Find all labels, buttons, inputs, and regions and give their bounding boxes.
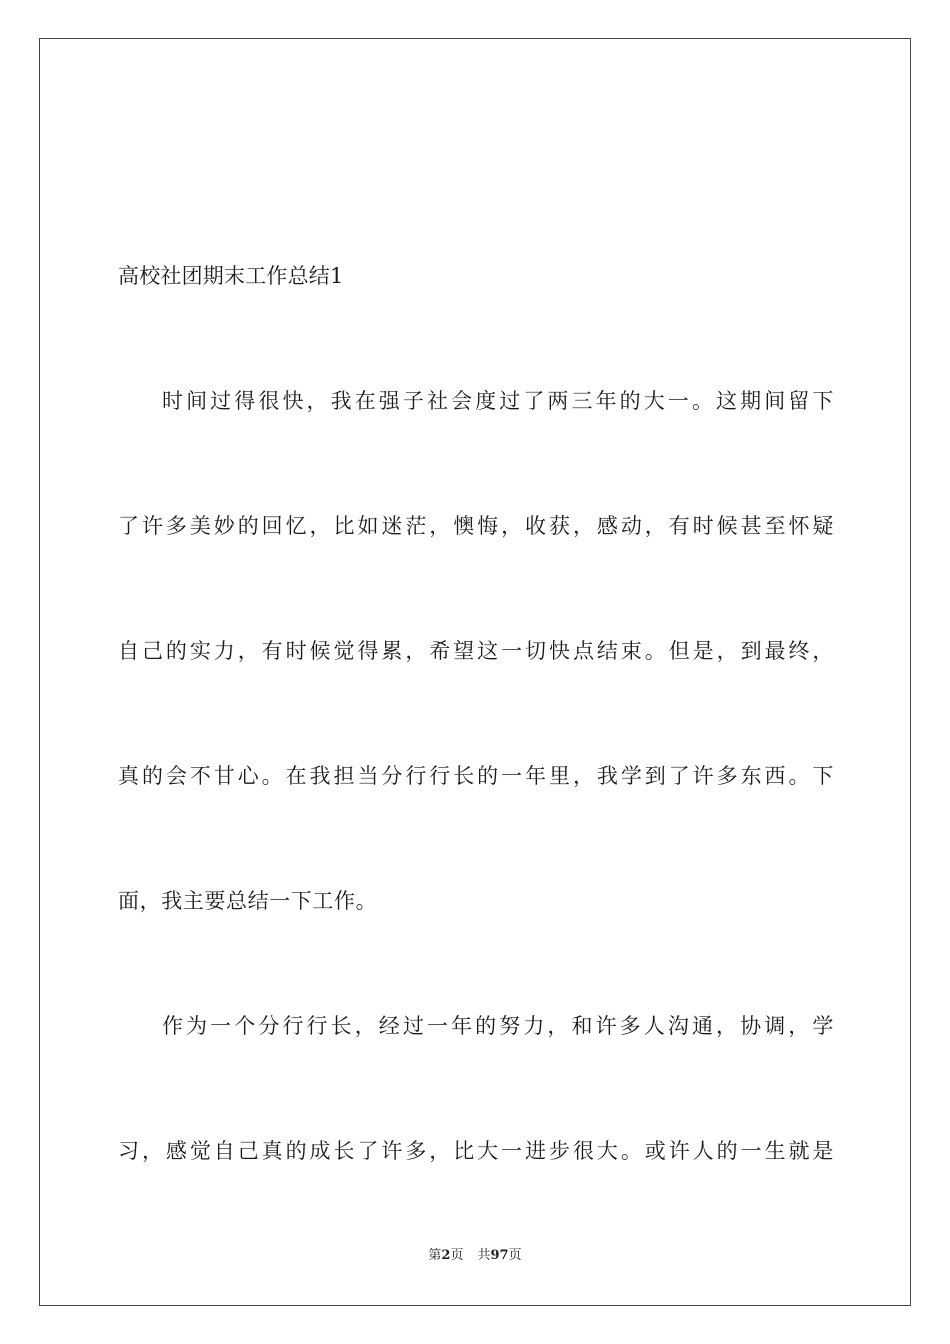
- page-border: [39, 38, 911, 1306]
- page-prefix: 第: [428, 1248, 442, 1263]
- paragraph-1-line-4: 真的会不甘心。在我担当分行行长的一年里，我学到了许多东西。下: [118, 764, 834, 788]
- paragraph-1-line-2: 了许多美妙的回忆，比如迷茫，懊悔，收获，感动，有时候甚至怀疑: [118, 514, 834, 538]
- page-footer: [0, 1247, 950, 1265]
- paragraph-1-line-5: 面，我主要总结一下工作。: [118, 889, 378, 913]
- paragraph-2-line-2: 习，感觉自己真的成长了许多，比大一进步很大。或许人的一生就是: [118, 1139, 834, 1163]
- page-suffix: 页: [450, 1248, 464, 1263]
- total-prefix: 共: [477, 1248, 491, 1263]
- total-suffix: 页: [508, 1248, 522, 1263]
- paragraph-1-line-1: 时间过得很快，我在强子社会度过了两三年的大一。这期间留下: [162, 389, 834, 413]
- total-pages: 97: [490, 1248, 509, 1263]
- document-title: 高校社团期末工作总结1: [118, 264, 344, 288]
- paragraph-1-line-3: 自己的实力，有时候觉得累，希望这一切快点结束。但是，到最终，: [118, 639, 834, 663]
- paragraph-2-line-1: 作为一个分行行长，经过一年的努力，和许多人沟通，协调，学: [162, 1014, 834, 1038]
- page-number: 2: [441, 1248, 451, 1263]
